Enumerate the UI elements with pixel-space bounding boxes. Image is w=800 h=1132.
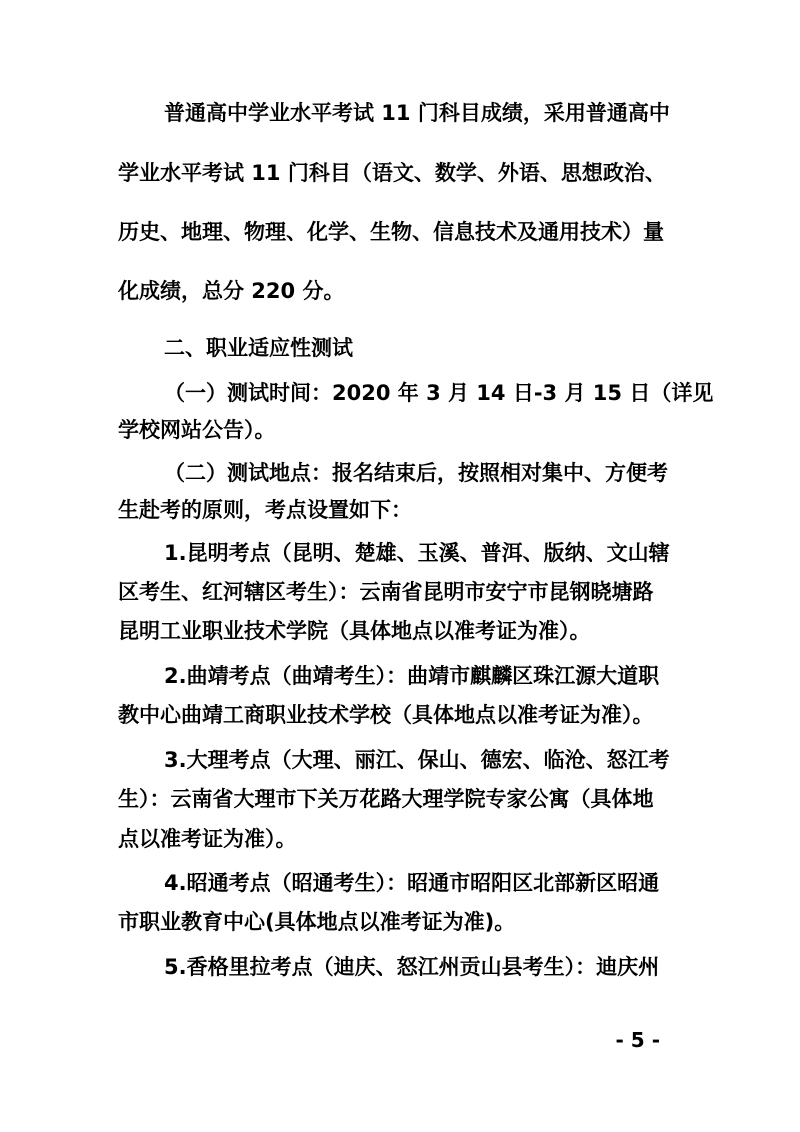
exam-site-2-line-2: 教中心曲靖工商职业技术学校（具体地点以准考证为准）。 (118, 703, 654, 727)
exam-site-3-line-3: 点以准考证为准）。 (118, 827, 297, 851)
paragraph-line-9: 生赴考的原则，考点设置如下： (118, 498, 412, 522)
exam-site-5-line-1: 5.香格里拉考点（迪庆、怒江州贡山县考生）：迪庆州 (164, 955, 660, 979)
paragraph-line-3: 历史、地理、物理、化学、生物、信息技术及通用技术）量 (118, 220, 664, 244)
section-heading: 二、职业适应性测试 (164, 336, 353, 360)
paragraph-line-1: 普通高中学业水平考试 11 门科目成绩，采用普通高中 (164, 101, 670, 125)
paragraph-line-6: （一）测试时间：2020 年 3 月 14 日-3 月 15 日（详见 (164, 381, 714, 405)
paragraph-line-8: （二）测试地点：报名结束后，按照相对集中、方便考 (164, 461, 668, 485)
page-number: - 5 - (615, 1028, 660, 1052)
paragraph-line-7: 学校网站公告）。 (118, 418, 276, 442)
paragraph-line-4: 化成绩，总分 220 分。 (118, 279, 345, 303)
exam-site-1-line-2: 区考生、红河辖区考生）：云南省昆明市安宁市昆钢晓塘路 (118, 580, 654, 604)
paragraph-line-2: 学业水平考试 11 门科目（语文、数学、外语、思想政治、 (118, 161, 666, 185)
exam-site-4-line-1: 4.昭通考点（昭通考生）：昭通市昭阳区北部新区昭通 (164, 871, 660, 895)
exam-site-1-line-3: 昆明工业职业技术学院（具体地点以准考证为准）。 (118, 619, 591, 643)
exam-site-1-line-1: 1.昆明考点（昆明、楚雄、玉溪、普洱、版纳、文山辖 (164, 541, 670, 565)
exam-site-4-line-2: 市职业教育中心(具体地点以准考证为准)。 (118, 910, 516, 934)
exam-site-3-line-2: 生）：云南省大理市下关万花路大理学院专家公寓（具体地 (118, 787, 654, 811)
exam-site-3-line-1: 3.大理考点（大理、丽江、保山、德宏、临沧、怒江考 (164, 748, 670, 772)
exam-site-2-line-1: 2.曲靖考点（曲靖考生）：曲靖市麒麟区珠江源大道职 (164, 664, 660, 688)
